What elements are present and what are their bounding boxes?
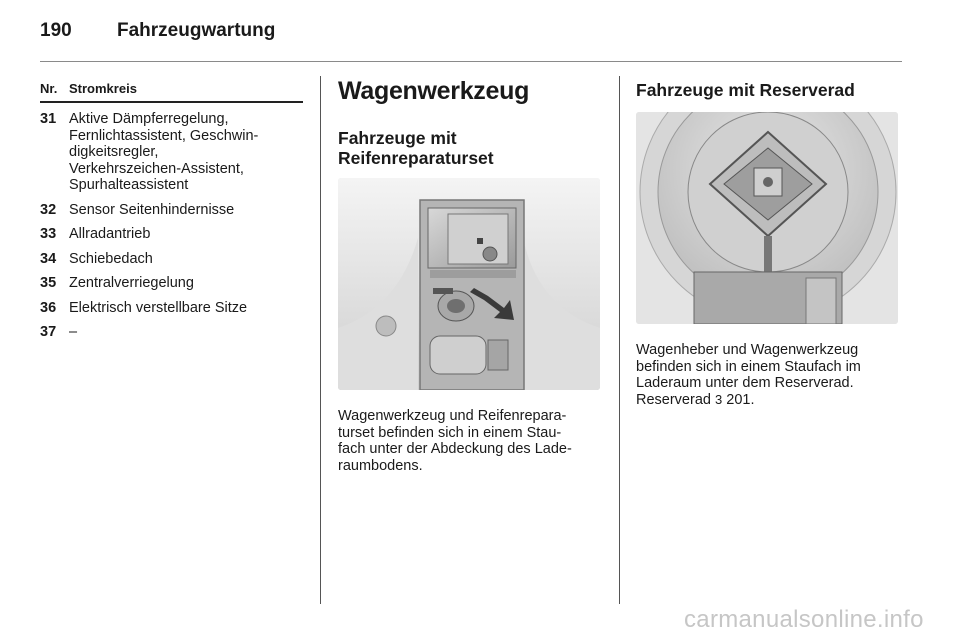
table-header [40,81,303,103]
fuse-circuit: Zentralverriegelung [69,275,194,291]
fuse-number: 36 [40,299,57,316]
table-row [40,300,303,317]
spare-wheel-illustration [636,112,898,324]
spare-wheel-caption [636,342,902,408]
table-row [40,226,303,243]
page-header [40,18,902,62]
section-title: Fahrzeugwartung [117,20,276,41]
fuse-number: 33 [40,226,57,242]
spare-wheel-caption-text: Wagenheber und Wagenwerkzeug befinden sich in einem Staufach im Laderaum unter dem Reserverad. Reserverad [636,342,861,408]
fuse-number: 32 [40,201,57,218]
repair-kit-caption: Wagenwerkzeug und Reifenrepara- turset befinden sich in einem Stau- fach unter der Abdeckung des Lade- raumbodens. [338,408,572,474]
column-header-nr: Nr. [40,81,58,96]
column-header-circuit: Stromkreis [69,81,137,96]
tools-section [338,76,602,474]
table-row [40,251,303,268]
fuse-circuit: Aktive Dämpferregelung, Fernlichtassistent, Geschwin- digkeitsregler, Verkehrszeichen-Assistent, Spurhalteassistent [69,111,259,193]
spare-wheel-image [636,112,898,324]
arrow-reference-icon: 3 [714,391,723,407]
repair-kit-heading: Fahrzeuge mit Reifenreparaturset [338,128,494,168]
fuse-circuit: Sensor Seitenhindernisse [69,201,235,218]
fuse-circuit: – [69,324,78,340]
fuse-number: 31 [40,111,57,127]
fuse-circuit: Schiebedach [69,250,153,267]
fuse-number: 34 [40,250,57,267]
section-heading: Wagenwerkzeug [338,77,530,105]
page-number: 190 [40,20,72,41]
spare-wheel-heading: Fahrzeuge mit Reserverad [636,80,855,100]
repair-kit-illustration [338,178,600,390]
spare-wheel-section [636,76,902,408]
fuse-table [40,81,303,341]
table-row [40,111,303,194]
fuse-number: 35 [40,275,57,291]
table-row [40,324,303,341]
fuse-circuit: Elektrisch verstellbare Sitze [69,299,248,316]
table-row [40,275,303,292]
trunk-compartment-image [338,178,600,390]
table-row [40,202,303,219]
fuse-circuit: Allradantrieb [69,226,151,242]
column-divider [619,76,620,604]
page-reference-link[interactable]: 201. [726,391,755,408]
fuse-number: 37 [40,324,57,340]
column-divider [320,76,321,604]
watermark: carmanualsonline.info [684,606,924,633]
